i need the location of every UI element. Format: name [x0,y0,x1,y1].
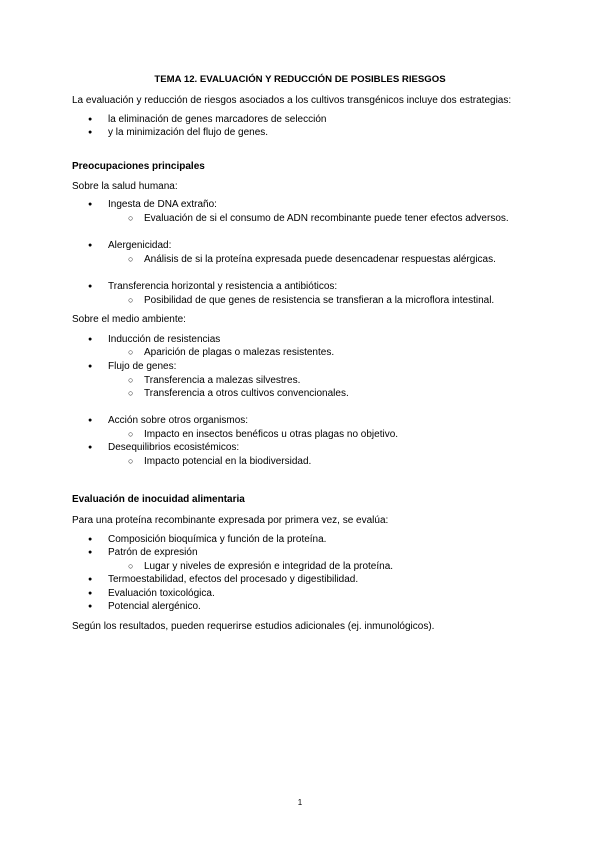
sub-list-item: ○ Posibilidad de que genes de resistencia se transfieran a la microflora intestinal. [144,294,494,308]
list-item: ● Alergenicidad: [108,239,171,253]
list-item: ● Evaluación toxicológica. [108,587,215,601]
list-item: ● Transferencia horizontal y resistencia a antibióticos: [108,280,337,294]
section-intro: Para una proteína recombinante expresada por primera vez, se evalúa: [72,515,389,526]
sub-list-item: ○ Impacto potencial en la biodiversidad. [144,455,311,469]
sub-list-item: ○ Análisis de si la proteína expresada puede desencadenar respuestas alérgicas. [144,253,496,267]
list-item: ● Inducción de resistencias [108,333,220,347]
sub-list-item: ○ Transferencia a malezas silvestres. [144,374,300,388]
list-item: ● la eliminación de genes marcadores de selección [108,113,326,127]
conclusion-paragraph: Según los resultados, pueden requerirse estudios adicionales (ej. inmunológicos). [72,621,435,632]
list-item: ● Flujo de genes: [108,360,176,374]
page-number: 1 [297,798,303,807]
intro-paragraph: La evaluación y reducción de riesgos asociados a los cultivos transgénicos incluye dos estrategias: [72,95,512,106]
section-heading: Preocupaciones principales [72,161,205,172]
sub-list-item: ○ Aparición de plagas o malezas resistentes. [144,346,334,360]
list-item: ● Composición bioquímica y función de la proteína. [108,533,326,547]
section-heading: Evaluación de inocuidad alimentaria [72,494,245,505]
sub-list-item: ○ Impacto en insectos benéficos u otras plagas no objetivo. [144,428,398,442]
list-item: ● Ingesta de DNA extraño: [108,198,217,212]
sub-list-item: ○ Transferencia a otros cultivos convencionales. [144,387,349,401]
list-item: ● Acción sobre otros organismos: [108,414,248,428]
list-item: ● Patrón de expresión [108,546,198,560]
list-item: ● Desequilibrios ecosistémicos: [108,441,239,455]
sub-list-item: ○ Evaluación de si el consumo de ADN recombinante puede tener efectos adversos. [144,212,509,226]
subsection-label: Sobre el medio ambiente: [72,314,186,325]
page-title: TEMA 12. EVALUACIÓN Y REDUCCIÓN DE POSIBLES RIESGOS [154,74,446,85]
subsection-label: Sobre la salud humana: [72,181,178,192]
sub-list-item: ○ Lugar y niveles de expresión e integridad de la proteína. [144,560,393,574]
list-item: ● y la minimización del flujo de genes. [108,126,268,140]
list-item: ● Termoestabilidad, efectos del procesado y digestibilidad. [108,573,358,587]
list-item: ● Potencial alergénico. [108,600,201,614]
